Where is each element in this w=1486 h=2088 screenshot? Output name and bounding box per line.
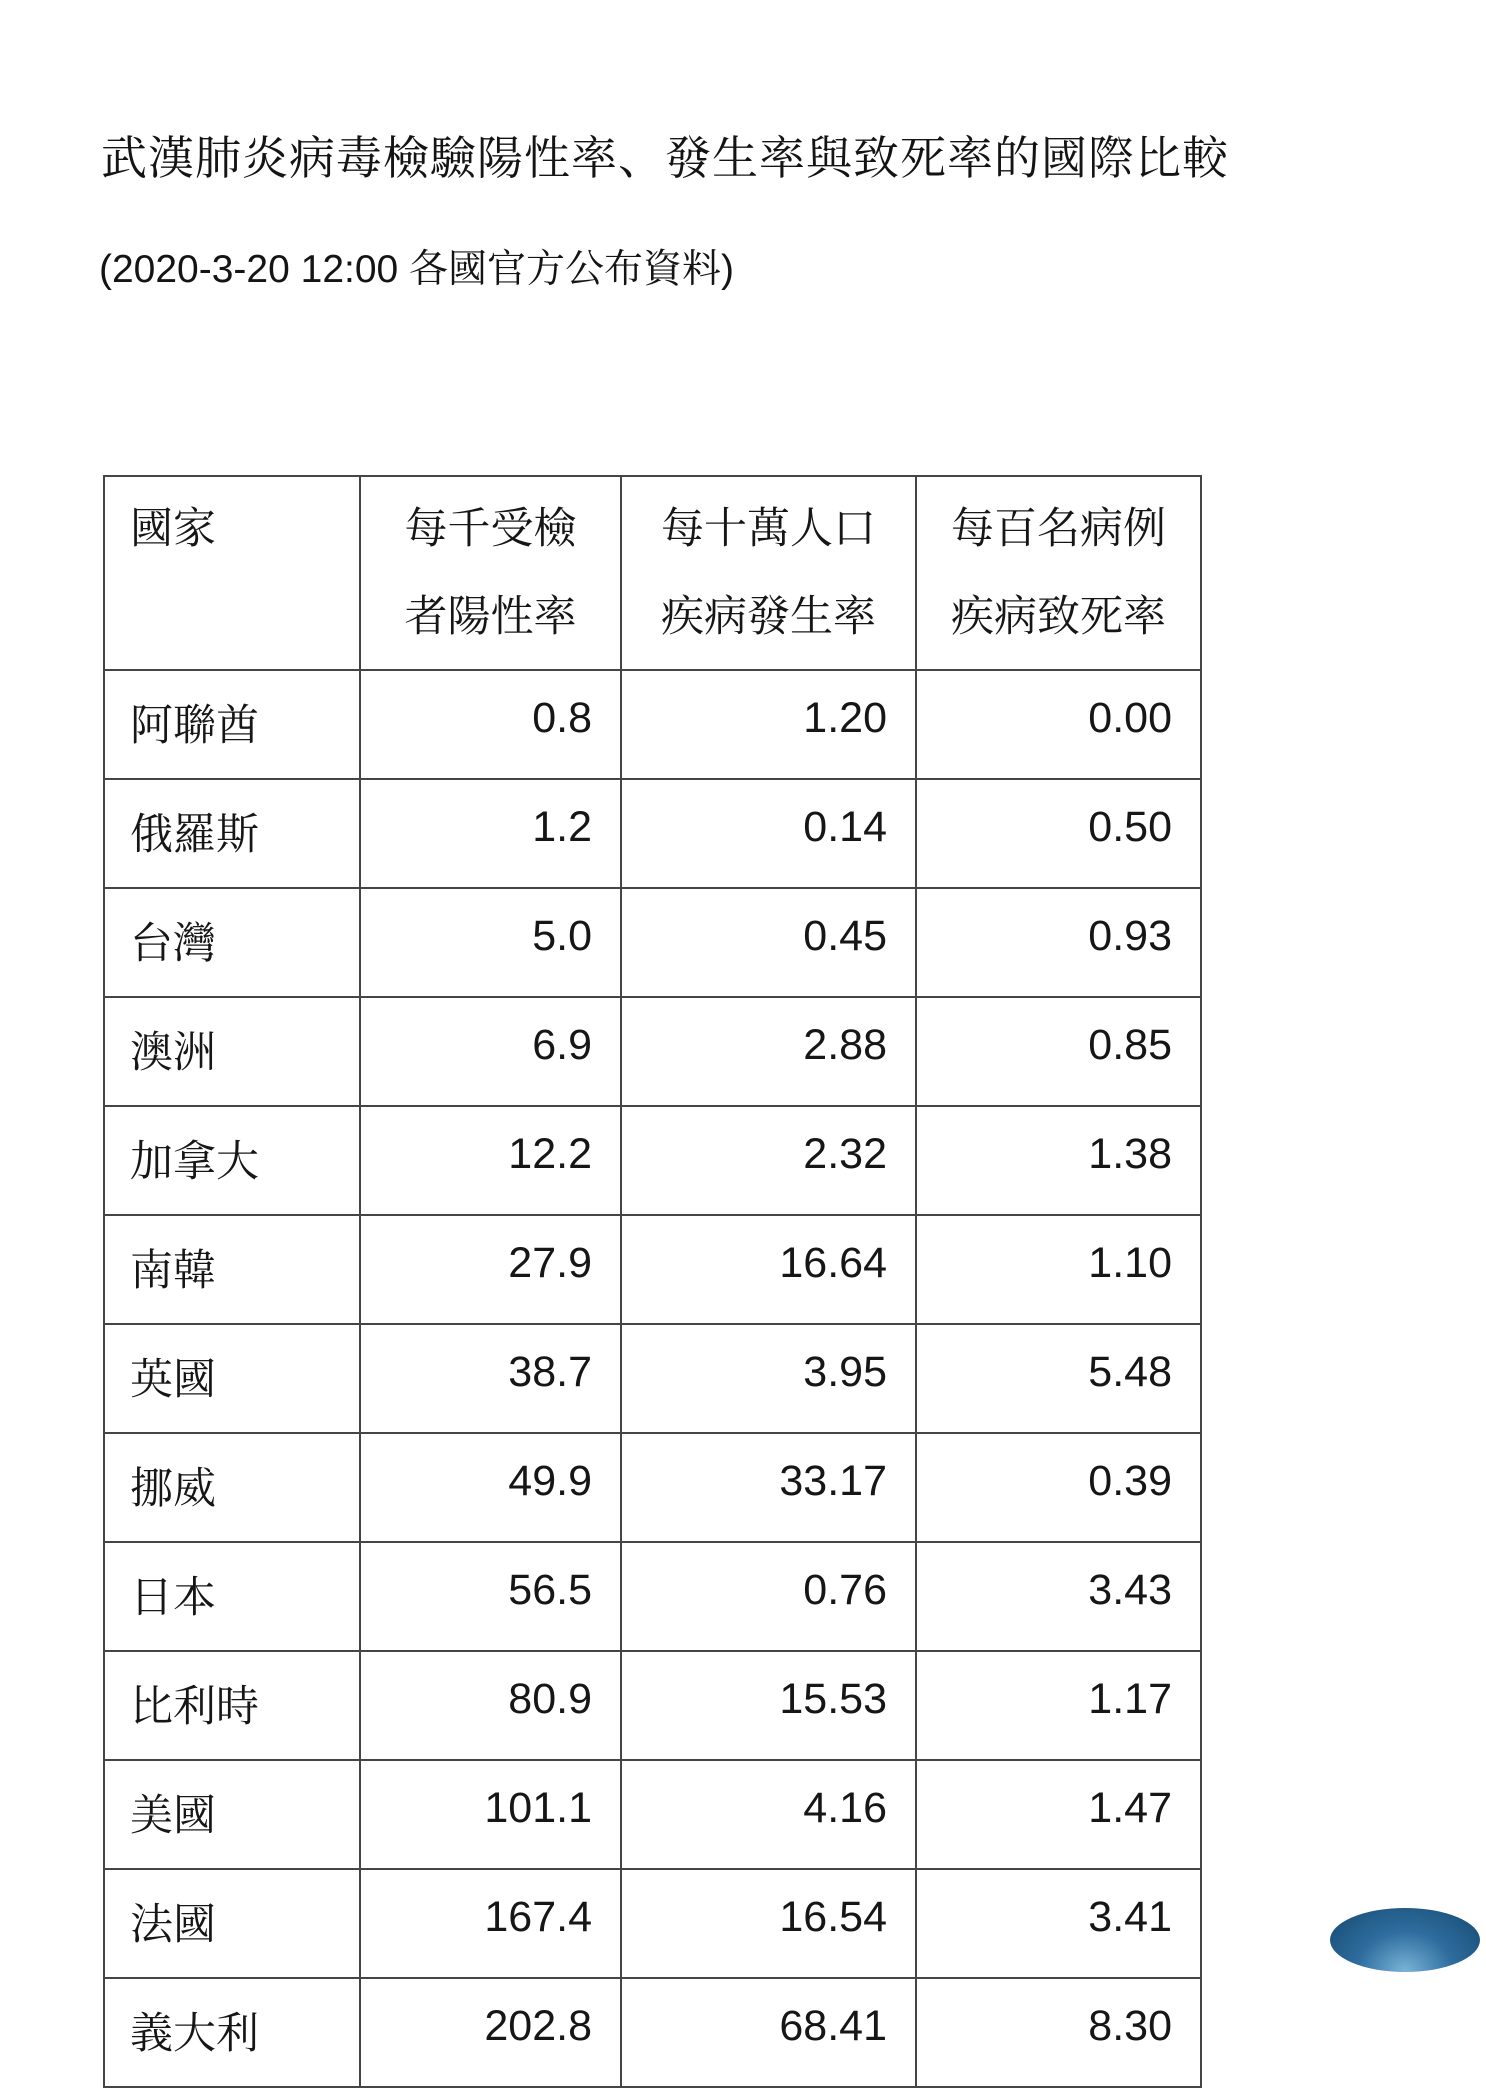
incidence-cell: 3.95 (621, 1324, 916, 1433)
table-row (104, 779, 1201, 888)
incidence-cell: 2.88 (621, 997, 916, 1106)
positive-rate-cell: 38.7 (360, 1324, 621, 1433)
positive-rate-cell: 49.9 (360, 1433, 621, 1542)
header-positive-rate (360, 476, 621, 670)
fatality-cell: 1.47 (916, 1760, 1201, 1869)
table-row (104, 1106, 1201, 1215)
fatality-cell: 0.00 (916, 670, 1201, 779)
fatality-cell: 5.48 (916, 1324, 1201, 1433)
header-positive-rate-line2: 者陽性率 (404, 593, 577, 641)
floating-action-button[interactable] (1330, 1908, 1480, 1972)
fatality-cell: 8.30 (916, 1978, 1201, 2087)
fatality-cell: 3.41 (916, 1869, 1201, 1978)
country-cell: 澳洲 (104, 997, 360, 1106)
incidence-cell: 1.20 (621, 670, 916, 779)
table-row (104, 1651, 1201, 1760)
positive-rate-cell: 0.8 (360, 670, 621, 779)
page-title: 武漢肺炎病毒檢驗陽性率、發生率與致死率的國際比較 (101, 132, 1229, 184)
header-row (104, 476, 1201, 670)
table-row (104, 1433, 1201, 1542)
fatality-cell: 1.17 (916, 1651, 1201, 1760)
incidence-cell: 33.17 (621, 1433, 916, 1542)
positive-rate-cell: 56.5 (360, 1542, 621, 1651)
positive-rate-cell: 6.9 (360, 997, 621, 1106)
incidence-cell: 68.41 (621, 1978, 916, 2087)
table-row (104, 1542, 1201, 1651)
positive-rate-cell: 12.2 (360, 1106, 621, 1215)
incidence-cell: 0.14 (621, 779, 916, 888)
header-positive-rate-line1: 每千受檢 (404, 505, 577, 553)
fatality-cell: 0.50 (916, 779, 1201, 888)
country-cell: 日本 (104, 1542, 360, 1651)
table-row (104, 670, 1201, 779)
comparison-table (103, 475, 1202, 2088)
incidence-cell: 16.54 (621, 1869, 916, 1978)
table-row (104, 888, 1201, 997)
country-cell: 挪威 (104, 1433, 360, 1542)
table-row (104, 1978, 1201, 2087)
header-incidence (621, 476, 916, 670)
header-country-line1: 國家 (130, 505, 216, 553)
header-fatality-line2: 疾病致死率 (951, 593, 1166, 641)
incidence-cell: 0.76 (621, 1542, 916, 1651)
fatality-cell: 0.85 (916, 997, 1201, 1106)
country-cell: 阿聯酋 (104, 670, 360, 779)
header-incidence-line2: 疾病發生率 (661, 593, 876, 641)
page-subtitle: (2020-3-20 12:00 各國官方公布資料) (99, 248, 735, 291)
incidence-cell: 15.53 (621, 1651, 916, 1760)
incidence-cell: 2.32 (621, 1106, 916, 1215)
positive-rate-cell: 80.9 (360, 1651, 621, 1760)
positive-rate-cell: 5.0 (360, 888, 621, 997)
positive-rate-cell: 202.8 (360, 1978, 621, 2087)
table-row (104, 1760, 1201, 1869)
country-cell: 南韓 (104, 1215, 360, 1324)
table-body (104, 670, 1201, 2087)
table-row (104, 997, 1201, 1106)
table-row (104, 1324, 1201, 1433)
fatality-cell: 1.38 (916, 1106, 1201, 1215)
fatality-cell: 1.10 (916, 1215, 1201, 1324)
header-fatality-line1: 每百名病例 (951, 505, 1166, 553)
header-country (104, 476, 360, 670)
incidence-cell: 4.16 (621, 1760, 916, 1869)
header-incidence-line1: 每十萬人口 (661, 505, 876, 553)
country-cell: 比利時 (104, 1651, 360, 1760)
country-cell: 英國 (104, 1324, 360, 1433)
fatality-cell: 0.39 (916, 1433, 1201, 1542)
country-cell: 俄羅斯 (104, 779, 360, 888)
positive-rate-cell: 27.9 (360, 1215, 621, 1324)
country-cell: 法國 (104, 1869, 360, 1978)
fatality-cell: 0.93 (916, 888, 1201, 997)
incidence-cell: 16.64 (621, 1215, 916, 1324)
country-cell: 美國 (104, 1760, 360, 1869)
fatality-cell: 3.43 (916, 1542, 1201, 1651)
country-cell: 義大利 (104, 1978, 360, 2087)
positive-rate-cell: 101.1 (360, 1760, 621, 1869)
country-cell: 台灣 (104, 888, 360, 997)
table-header (104, 476, 1201, 670)
table-row (104, 1215, 1201, 1324)
incidence-cell: 0.45 (621, 888, 916, 997)
positive-rate-cell: 1.2 (360, 779, 621, 888)
header-fatality (916, 476, 1201, 670)
positive-rate-cell: 167.4 (360, 1869, 621, 1978)
table-row (104, 1869, 1201, 1978)
country-cell: 加拿大 (104, 1106, 360, 1215)
